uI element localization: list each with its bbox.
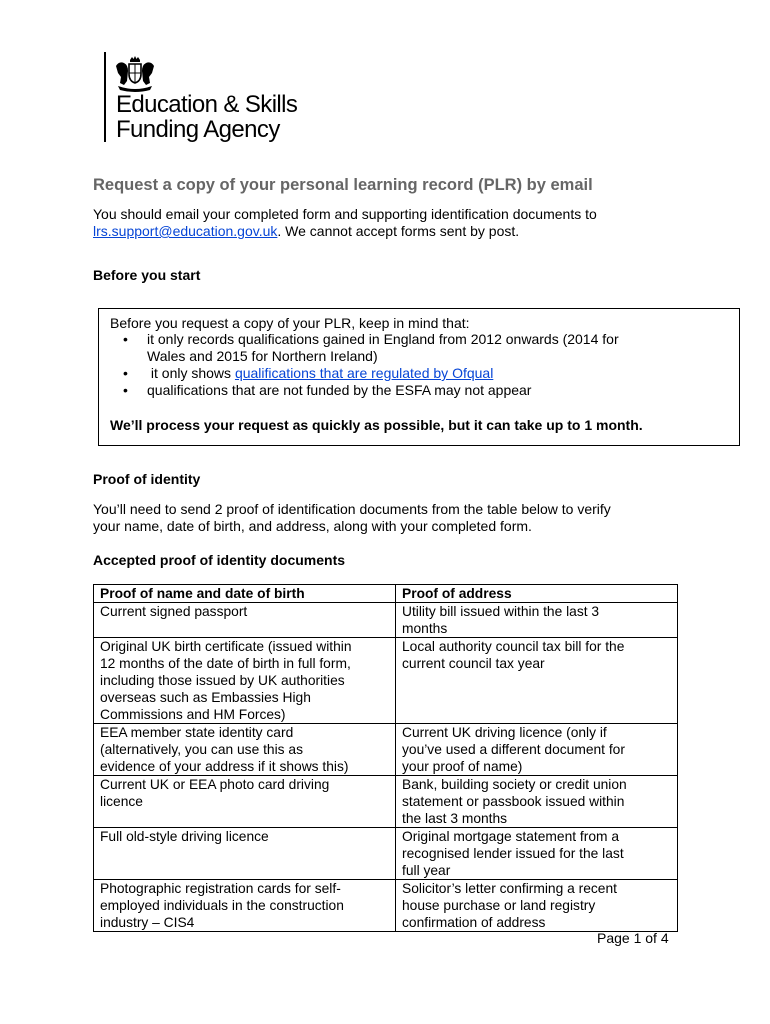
item3-text: qualifications that are not funded by the ESFA may not appear — [147, 382, 532, 398]
header-address: Proof of address — [396, 585, 678, 603]
page-title: Request a copy of your personal learning record (PLR) by email — [93, 176, 593, 194]
cell-line: Local authority council tax bill for the — [402, 639, 625, 654]
cell-line: Full old-style driving licence — [100, 829, 269, 844]
table-row — [94, 638, 678, 724]
cell-line: Commissions and HM Forces) — [100, 707, 286, 722]
cell-line: Original mortgage statement from a — [402, 829, 620, 844]
proof-line1: You’ll need to send 2 proof of identification documents from the table below to verify — [93, 501, 611, 517]
cell-line: statement or passbook issued within — [402, 794, 625, 809]
table-row — [94, 603, 678, 638]
table-row — [94, 724, 678, 776]
cell-line: industry – CIS4 — [100, 915, 195, 930]
table-row — [94, 776, 678, 828]
royal-crest-icon — [112, 54, 158, 94]
cell-line: 12 months of the date of birth in full form, — [100, 656, 351, 671]
before-you-start-heading: Before you start — [93, 267, 201, 283]
cell-line: licence — [100, 794, 143, 809]
accepted-documents-table — [93, 584, 678, 932]
processing-time-note: We’ll process your request as quickly as possible, but it can take up to 1 month. — [110, 417, 643, 433]
accepted-documents-heading: Accepted proof of identity documents — [93, 552, 346, 568]
proof-of-identity-heading: Proof of identity — [93, 471, 201, 487]
bullet-icon: • — [123, 382, 128, 398]
cell-line: Current UK or EEA photo card driving — [100, 777, 330, 792]
bullet-icon: • — [123, 331, 128, 347]
cell-line: overseas such as Embassies High — [100, 690, 311, 705]
list-item — [99, 331, 619, 348]
cell-name-dob — [94, 828, 396, 880]
cell-line: Solicitor’s letter confirming a recent — [402, 881, 617, 896]
cell-line: full year — [402, 863, 451, 878]
cell-address — [396, 638, 678, 724]
cell-line: Utility bill issued within the last 3 — [402, 604, 600, 619]
cell-line: Current signed passport — [100, 604, 248, 619]
page-number: Page 1 of 4 — [597, 930, 669, 946]
cell-line: evidence of your address if it shows this) — [100, 759, 349, 774]
box-list — [99, 331, 619, 399]
cell-address — [396, 828, 678, 880]
cell-line: your proof of name) — [402, 759, 523, 774]
intro-line2-rest: . We cannot accept forms sent by post. — [277, 223, 520, 239]
proof-line2: your name, date of birth, and address, along with your completed form. — [93, 518, 532, 534]
cell-line: confirmation of address — [402, 915, 546, 930]
table-row — [94, 828, 678, 880]
cell-line: employed individuals in the construction — [100, 898, 344, 913]
agency-name — [116, 92, 297, 142]
cell-line: the last 3 months — [402, 811, 508, 826]
cell-name-dob — [94, 880, 396, 932]
cell-line: Current UK driving licence (only if — [402, 725, 607, 740]
cell-line: Photographic registration cards for self- — [100, 881, 341, 896]
cell-address — [396, 776, 678, 828]
intro-paragraph — [93, 206, 597, 240]
cell-name-dob — [94, 724, 396, 776]
cell-line: months — [402, 621, 448, 636]
table-header-row — [94, 585, 678, 603]
agency-name-line2: Funding Agency — [116, 116, 280, 143]
list-item — [99, 382, 619, 399]
cell-line: including those issued by UK authorities — [100, 673, 345, 688]
before-you-start-box — [98, 308, 740, 446]
cell-line: you’ve used a different document for — [402, 742, 625, 757]
table-row — [94, 880, 678, 932]
cell-line: Original UK birth certificate (issued within — [100, 639, 352, 654]
support-email-link[interactable]: lrs.support@education.gov.uk — [93, 223, 278, 239]
cell-line: house purchase or land registry — [402, 898, 596, 913]
cell-line: EEA member state identity card — [100, 725, 294, 740]
cell-line: Bank, building society or credit union — [402, 777, 627, 792]
bullet-icon: • — [123, 365, 128, 381]
cell-line: (alternatively, you can use this as — [100, 742, 303, 757]
cell-name-dob — [94, 638, 396, 724]
header-name-dob: Proof of name and date of birth — [94, 585, 396, 603]
box-intro: Before you request a copy of your PLR, keep in mind that: — [110, 315, 470, 331]
cell-line: current council tax year — [402, 656, 545, 671]
item2-prefix: it only shows — [147, 365, 235, 381]
item1-line2: Wales and 2015 for Northern Ireland) — [147, 348, 378, 364]
cell-address — [396, 880, 678, 932]
proof-paragraph — [93, 501, 611, 535]
cell-address — [396, 724, 678, 776]
intro-line2 — [93, 223, 597, 240]
list-item — [99, 365, 619, 382]
item1-line1: it only records qualifications gained in England from 2012 onwards (2014 for — [147, 331, 619, 347]
cell-name-dob — [94, 603, 396, 638]
logo-divider — [104, 52, 106, 142]
table-body — [94, 603, 678, 932]
agency-name-line1: Education & Skills — [116, 91, 298, 118]
cell-line: recognised lender issued for the last — [402, 846, 624, 861]
cell-name-dob — [94, 776, 396, 828]
intro-line1: You should email your completed form and supporting identification documents to — [93, 206, 597, 222]
list-item-continuation — [99, 348, 619, 365]
cell-address — [396, 603, 678, 638]
ofqual-link[interactable]: qualifications that are regulated by Ofqual — [234, 365, 494, 381]
